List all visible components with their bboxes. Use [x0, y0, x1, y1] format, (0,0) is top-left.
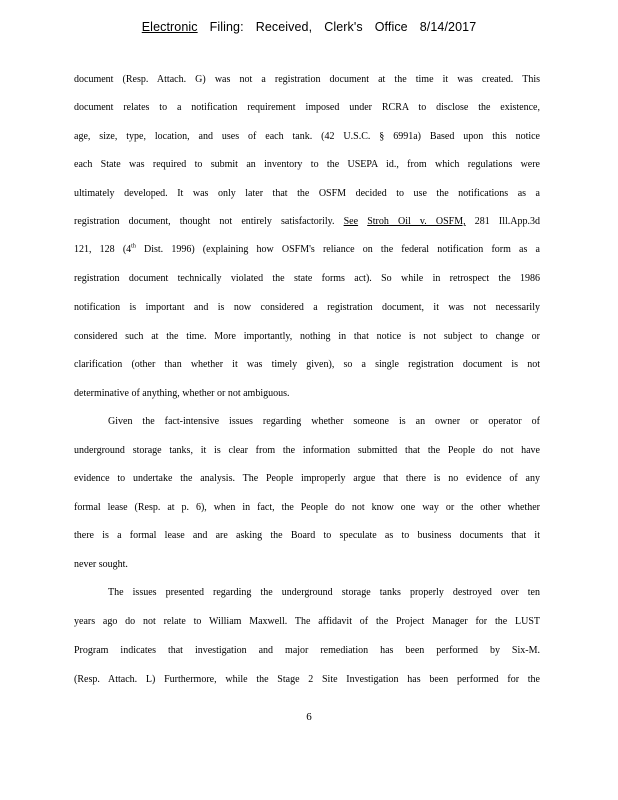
line-text [358, 216, 367, 227]
body-line: evidence to undertake the analysis. The People improperly argue that there is no evidence of any [74, 473, 540, 484]
body-line: age, size, type, location, and uses of each tank. (42 U.S.C. § 6991a) Based upon this notice [74, 131, 540, 142]
body-line: Program indicates that investigation and major remediation has been performed by Six-M. [74, 645, 540, 656]
line-text: registration document, thought not entirely satisfactorily. [74, 216, 344, 227]
body-line: years ago do not relate to William Maxwell. The affidavit of the Project Manager for the LUST [74, 616, 540, 627]
body-line: ultimately developed. It was only later that the OSFM decided to use the notifications as a [74, 188, 540, 199]
header-electronic: Electronic [141, 20, 198, 34]
body-line: (Resp. Attach. L) Furthermore, while the Stage 2 Site Investigation has been performed for the [74, 674, 540, 685]
header-received: Received, [255, 20, 313, 34]
body-line: considered such at the time. More importantly, nothing in that notice is not subject to change or [74, 331, 540, 342]
line-text: Dist. 1996) (explaining how OSFM's reliance on the federal notification form as a [135, 244, 540, 255]
page-number: 6 [306, 711, 312, 723]
body-line: registration document technically violated the state forms act). So while in retrospect the 1986 [74, 273, 540, 284]
line-text: 281 Ill.App.3d [465, 216, 541, 227]
header-clerks: Clerk's [324, 20, 363, 34]
body-line: document relates to a notification requirement imposed under RCRA to disclose the existence, [74, 102, 540, 113]
header-date: 8/14/2017 [419, 20, 477, 34]
body-line-citation [74, 216, 540, 228]
body-line: underground storage tanks, it is clear from the information submitted that the People do not have [74, 445, 540, 456]
header-office: Office [374, 20, 408, 34]
body-line: determinative of anything, whether or not ambiguous. [74, 388, 290, 399]
paragraph-first-line: The issues presented regarding the underground storage tanks properly destroyed over ten [108, 587, 540, 598]
body-line-citation [74, 244, 540, 256]
line-text: 121, 128 (4 [74, 244, 132, 255]
body-line: document (Resp. Attach. G) was not a registration document at the time it was created. This [74, 74, 540, 85]
body-line: clarification (other than whether it was timely given), so a single registration document is not [74, 359, 540, 370]
body-line: never sought. [74, 559, 128, 570]
see-signal: See [343, 216, 359, 227]
body-line: formal lease (Resp. at p. 6), when in fact, the People do not know one way or the other whether [74, 502, 540, 513]
header-filing: Filing: [209, 20, 244, 34]
filing-header [0, 20, 618, 34]
body-line: each State was required to submit an inventory to the USEPA id., from which regulations were [74, 159, 540, 170]
case-name: Stroh Oil v. OSFM, [367, 216, 466, 227]
paragraph-first-line: Given the fact-intensive issues regarding whether someone is an owner or operator of [108, 416, 540, 427]
ordinal-superscript: th [131, 243, 136, 250]
body-line: notification is important and is now considered a registration document, it was not necessarily [74, 302, 540, 313]
body-line: there is a formal lease and are asking the Board to speculate as to business documents that it [74, 530, 540, 541]
